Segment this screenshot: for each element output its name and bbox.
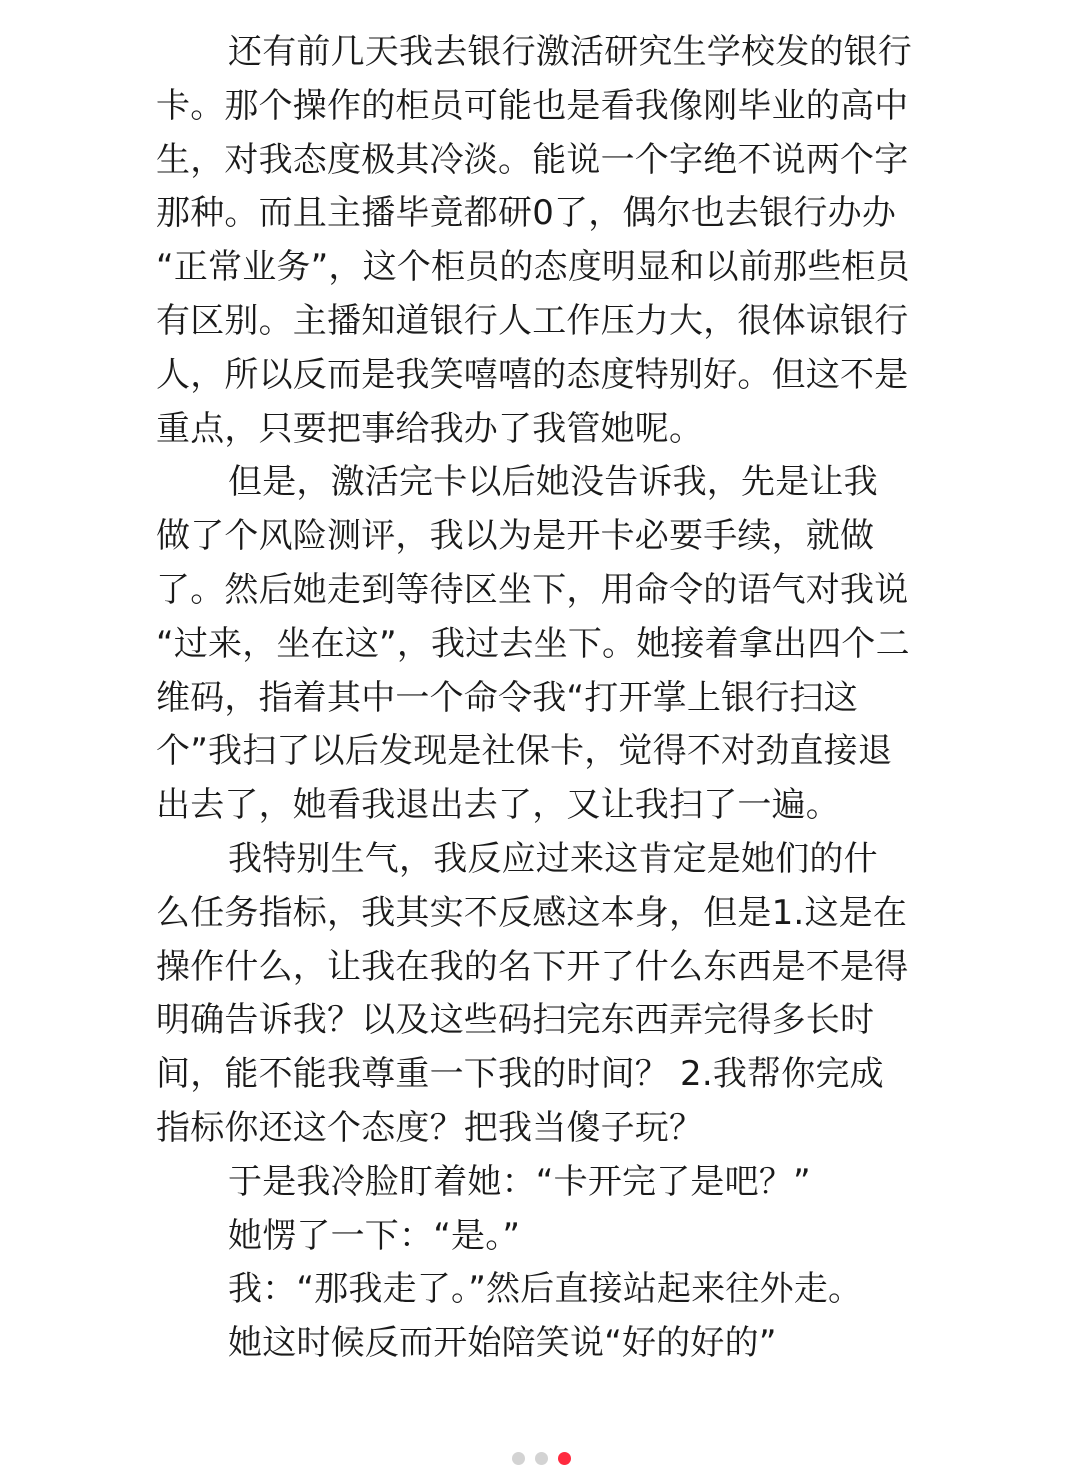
pagination-dot[interactable] <box>535 1452 548 1465</box>
text-line: 做了个风险测评，我以为是开卡必要手续，就做 <box>156 516 875 557</box>
pagination-dot[interactable] <box>512 1452 525 1465</box>
text-line: “正常业务”，这个柜员的态度明显和以前那些柜员 <box>156 247 910 288</box>
text-line: 生，对我态度极其冷淡。能说一个字绝不说两个字 <box>156 139 909 180</box>
text-line: 维码，指着其中一个命令我“打开掌上银行扫这 <box>156 677 858 718</box>
text-line: 重点，只要把事给我办了我管她呢。 <box>156 408 704 449</box>
text-line: 有区别。主播知道银行人工作压力大，很体谅银行 <box>156 300 909 341</box>
text-line: 我特别生气，我反应过来这肯定是她们的什 <box>228 838 878 879</box>
text-line: 卡。那个操作的柜员可能也是看我像刚毕业的高中 <box>156 85 909 126</box>
text-line: “过来，坐在这”，我过去坐下。她接着拿出四个二 <box>156 623 910 664</box>
pagination-dot-active[interactable] <box>558 1452 571 1465</box>
text-line: 明确告诉我？以及这些码扫完东西弄完得多长时 <box>156 1000 875 1041</box>
text-line: 个”我扫了以后发现是社保卡，觉得不对劲直接退 <box>156 731 893 772</box>
text-line: 还有前几天我去银行激活研究生学校发的银行 <box>228 32 912 72</box>
text-line: 操作什么，让我在我的名下开了什么东西是不是得 <box>156 946 909 987</box>
article-text <box>156 26 928 1371</box>
text-line: 了。然后她走到等待区坐下，用命令的语气对我说 <box>156 569 909 610</box>
text-line: 但是，激活完卡以后她没告诉我，先是让我 <box>228 462 878 503</box>
text-line: 那种。而且主播毕竟都研0了，偶尔也去银行办办 <box>156 193 897 234</box>
text-line: 间，能不能我尊重一下我的时间？ 2.我帮你完成 <box>156 1054 884 1095</box>
text-line: 我：“那我走了。”然后直接站起来往外走。 <box>228 1269 863 1310</box>
text-line: 她这时候反而开始陪笑说“好的好的” <box>228 1323 777 1364</box>
text-line: 出去了，她看我退出去了，又让我扫了一遍。 <box>156 785 840 826</box>
text-line: 指标你还这个态度？把我当傻子玩？ <box>156 1107 704 1148</box>
text-line: 于是我冷脸盯着她：“卡开完了是吧？” <box>228 1161 811 1202</box>
text-line: 她愣了一下：“是。” <box>228 1215 521 1256</box>
image-pagination-dots <box>512 1452 571 1465</box>
text-line: 么任务指标，我其实不反感这本身，但是1.这是在 <box>156 892 908 933</box>
text-line: 人，所以反而是我笑嘻嘻的态度特别好。但这不是 <box>156 354 909 395</box>
